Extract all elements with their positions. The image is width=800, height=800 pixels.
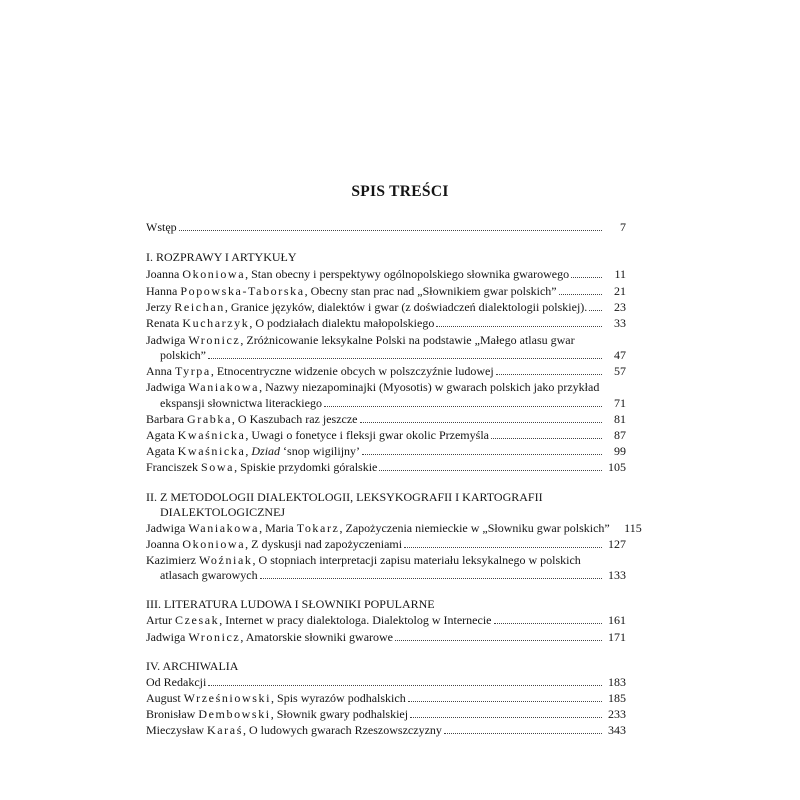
toc-entry-text xyxy=(146,723,442,738)
title-separator: , xyxy=(245,444,252,458)
author-surname: Kwaśnicka xyxy=(177,444,246,458)
toc-entry-text xyxy=(146,613,492,628)
toc-entry xyxy=(160,568,626,583)
toc-entry xyxy=(146,675,626,690)
toc-entry-line xyxy=(146,333,626,348)
author-first-name: Jadwiga xyxy=(146,333,189,347)
entry-title: , Nazwy niezapominajki (Myosotis) w gwarach polskich jako przykład xyxy=(259,380,600,394)
dot-leader xyxy=(395,630,602,641)
author-first-name: Jadwiga xyxy=(146,630,189,644)
toc-entry xyxy=(146,220,626,235)
page-number: 81 xyxy=(614,412,626,426)
toc-entry xyxy=(146,428,626,443)
author-surname: Tyrpa xyxy=(175,364,211,378)
author-first-name: Agata xyxy=(146,428,178,442)
toc-entry-line xyxy=(146,380,626,395)
author-first-name: Mieczysław xyxy=(146,723,207,737)
dot-leader xyxy=(612,522,618,532)
entry-title: , Zapożyczenia niemieckie w „Słowniku gwar polskich” xyxy=(339,521,610,535)
toc-entry-text xyxy=(160,568,258,583)
toc-entry-text xyxy=(146,691,406,706)
toc-entry xyxy=(146,460,626,475)
author-surname: Grabka xyxy=(186,412,232,426)
toc-entry-text xyxy=(146,444,360,459)
toc-entry xyxy=(146,412,626,427)
entry-title: , Z dyskusji nad zapożyczeniami xyxy=(245,537,403,551)
dot-leader xyxy=(491,428,602,439)
entry-title: Wstęp xyxy=(146,220,177,234)
author-first-name: Joanna xyxy=(146,537,183,551)
dot-leader xyxy=(360,412,603,423)
page-number: 47 xyxy=(614,348,626,362)
toc-entry xyxy=(160,396,626,411)
dot-leader xyxy=(496,364,602,375)
toc-section-heading: I. ROZPRAWY I ARTYKUŁY xyxy=(146,250,297,264)
dot-leader xyxy=(559,284,602,295)
author-first-name: Agata xyxy=(146,444,178,458)
author-surname: Wrześniowski xyxy=(183,691,272,705)
page-number: 21 xyxy=(614,284,626,298)
entry-title: , Spis wyrazów podhalskich xyxy=(271,691,406,705)
author-first-name: Joanna xyxy=(146,267,183,281)
toc-section-heading: II. Z METODOLOGII DIALEKTOLOGII, LEKSYKOGRAFII I KARTOGRAFII xyxy=(146,490,543,504)
dot-leader xyxy=(404,537,602,548)
page-number: 185 xyxy=(608,691,626,705)
author-first-name: Franciszek xyxy=(146,460,201,474)
dot-leader xyxy=(589,300,602,311)
author-surname: Popowska-Taborska xyxy=(180,284,305,298)
toc-entry-text xyxy=(146,284,557,299)
author-surname: Okoniowa xyxy=(182,537,246,551)
entry-title: , Zróżnicowanie leksykalne Polski na podstawie „Małego atlasu gwar xyxy=(240,333,575,347)
toc-entry-text xyxy=(146,267,569,282)
entry-title-italic: Dziad xyxy=(251,444,281,458)
dot-leader xyxy=(494,613,603,624)
page-number: 99 xyxy=(614,444,626,458)
entry-title: ‘snop wigilijny’ xyxy=(280,444,361,458)
toc-entry xyxy=(146,521,642,536)
page-number: 71 xyxy=(614,396,626,410)
author-surname: Okoniowa xyxy=(182,267,246,281)
page-number: 105 xyxy=(608,460,626,474)
toc-entry-text xyxy=(146,553,581,568)
author-surname: Kucharzyk xyxy=(182,316,250,330)
toc-entry-text xyxy=(146,300,587,315)
entry-title: , Etnocentryczne widzenie obcych w polszczyźnie ludowej xyxy=(210,364,494,378)
toc-section-heading: III. LITERATURA LUDOWA I SŁOWNIKI POPULARNE xyxy=(146,597,435,611)
author-first-name: Anna xyxy=(146,364,175,378)
toc-entry-text xyxy=(146,316,434,331)
toc-entry-text xyxy=(146,707,408,722)
page-number: 161 xyxy=(608,613,626,627)
page-number: 115 xyxy=(624,521,642,535)
entry-title: , O stopniach interpretacji zapisu materiału leksykalnego w polskich xyxy=(252,553,581,567)
entry-title: , Granice języków, dialektów i gwar (z doświadczeń dialektologii polskiej). xyxy=(224,300,588,314)
toc-entry xyxy=(146,316,626,331)
toc-entry-text xyxy=(160,396,322,411)
author-surname: Kwaśnicka xyxy=(177,428,246,442)
page-number: 87 xyxy=(614,428,626,442)
author-first-name: Hanna xyxy=(146,284,181,298)
toc-entry-text xyxy=(146,537,402,552)
toc-entry xyxy=(146,537,626,552)
author-surname: Sowa xyxy=(200,460,235,474)
toc-entry xyxy=(146,723,626,738)
author-surname: Waniakowa xyxy=(188,380,260,394)
page-number: 33 xyxy=(614,316,626,330)
author-first-name: Jadwiga xyxy=(146,521,189,535)
toc-entry xyxy=(146,630,626,645)
dot-leader xyxy=(571,267,602,278)
toc-entry-text xyxy=(146,380,599,395)
toc-entry xyxy=(146,444,626,459)
dot-leader xyxy=(410,707,602,718)
dot-leader xyxy=(436,316,602,327)
page-number: 183 xyxy=(608,675,626,689)
dot-leader xyxy=(379,460,602,471)
toc-entry-line xyxy=(146,553,626,568)
author-surname: Waniakowa xyxy=(188,521,260,535)
toc-section-heading: DIALEKTOLOGICZNEJ xyxy=(160,505,286,519)
toc-entry xyxy=(160,348,626,363)
author-surname: Woźniak xyxy=(198,553,253,567)
page-number: 57 xyxy=(614,364,626,378)
toc-entry-text xyxy=(146,630,393,645)
author-surname: Wronicz xyxy=(188,630,241,644)
page-number: 343 xyxy=(608,723,626,737)
toc-entry-text xyxy=(146,333,575,348)
toc-entry-text xyxy=(160,348,206,363)
author-surname: Reichan xyxy=(174,300,225,314)
page-number: 127 xyxy=(608,537,626,551)
entry-title: , Obecny stan prac nad „Słownikiem gwar polskich” xyxy=(304,284,557,298)
page-number: 133 xyxy=(608,568,626,582)
entry-title: , Amatorskie słowniki gwarowe xyxy=(240,630,394,644)
toc-entry xyxy=(146,364,626,379)
entry-title: , Stan obecny i perspektywy ogólnopolskiego słownika gwarowego xyxy=(245,267,570,281)
author-surname: Czesak xyxy=(175,613,220,627)
author-surname: Dembowski xyxy=(198,707,271,721)
page-number: 171 xyxy=(608,630,626,644)
toc-entry xyxy=(146,300,626,315)
author-first-name: August xyxy=(146,691,184,705)
toc-entry xyxy=(146,707,626,722)
author-first-name: Jadwiga xyxy=(146,380,189,394)
entry-title: , Spiskie przydomki góralskie xyxy=(234,460,378,474)
toc-entry-text xyxy=(146,675,206,690)
author-first-name: Artur xyxy=(146,613,175,627)
page-number: 11 xyxy=(614,267,626,281)
dot-leader xyxy=(179,220,602,231)
author-surname: Karaś xyxy=(206,723,243,737)
author-first-name: Barbara xyxy=(146,412,187,426)
toc-entry-text xyxy=(146,428,489,443)
dot-leader xyxy=(408,691,602,702)
dot-leader xyxy=(362,444,602,455)
toc-section-heading: IV. ARCHIWALIA xyxy=(146,659,239,673)
entry-title: , Internet w pracy dialektologa. Dialektolog w Internecie xyxy=(219,613,492,627)
dot-leader xyxy=(324,396,602,407)
author-first-name: Renata xyxy=(146,316,183,330)
toc-entry-text xyxy=(146,220,177,235)
page-number: 23 xyxy=(614,300,626,314)
dot-leader xyxy=(208,348,602,359)
entry-title: , Uwagi o fonetyce i fleksji gwar okolic Przemyśla xyxy=(245,428,489,442)
dot-leader xyxy=(444,723,602,734)
entry-title: atlasach gwarowych xyxy=(160,568,258,582)
entry-title: ekspansji słownictwa literackiego xyxy=(160,396,322,410)
toc-entry xyxy=(146,284,626,299)
author-surname: Tokarz xyxy=(296,521,340,535)
author-first-name: Kazimierz xyxy=(146,553,199,567)
author-first-name: Jerzy xyxy=(146,300,175,314)
entry-title: , O ludowych gwarach Rzeszowszczyzny xyxy=(242,723,442,737)
entry-title: Od Redakcji xyxy=(146,675,207,689)
entry-title: polskich” xyxy=(160,348,206,362)
toc-entry-text xyxy=(146,412,358,427)
toc-entry xyxy=(146,691,626,706)
toc-entry xyxy=(146,613,626,628)
author-surname: Wronicz xyxy=(188,333,241,347)
toc-entry-text xyxy=(146,460,377,475)
page-title: SPIS TREŚCI xyxy=(351,183,449,200)
toc-entry-text xyxy=(146,521,610,536)
entry-title: , O podziałach dialektu małopolskiego xyxy=(249,316,435,330)
entry-title: , O Kaszubach raz jeszcze xyxy=(231,412,358,426)
page-number: 7 xyxy=(620,220,626,234)
toc-entry-text xyxy=(146,364,494,379)
page-number: 233 xyxy=(608,707,626,721)
entry-title: , Słownik gwary podhalskiej xyxy=(270,707,409,721)
dot-leader xyxy=(260,568,602,579)
author-separator: , Maria xyxy=(259,521,297,535)
dot-leader xyxy=(208,675,602,686)
author-first-name: Bronisław xyxy=(146,707,199,721)
toc-entry xyxy=(146,267,626,282)
